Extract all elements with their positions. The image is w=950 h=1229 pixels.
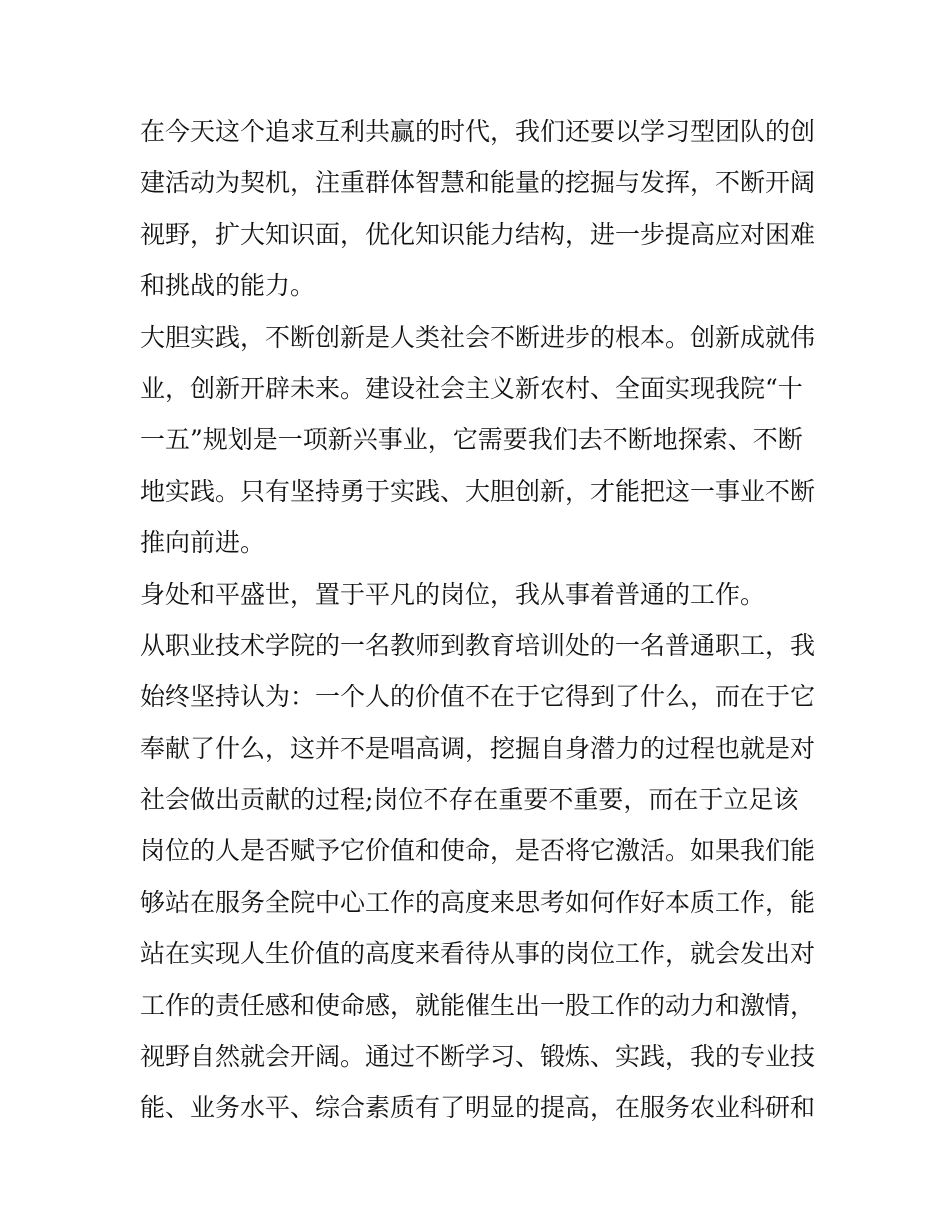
text-line: 建活动为契机，注重群体智慧和能量的挖掘与发挥，不断开阔 [140, 168, 816, 198]
text-line: 视野自然就会开阔。通过不断学习、锻炼、实践，我的专业技 [140, 1042, 816, 1072]
text-line: 地实践。只有坚持勇于实践、大胆创新，才能把这一事业不断 [140, 476, 816, 506]
text-line: 推向前进。 [140, 528, 266, 558]
text-line: 工作的责任感和使命感，就能催生出一股工作的动力和激情， [140, 990, 816, 1020]
text-line: 一五”规划是一项新兴事业，它需要我们去不断地探索、不断 [140, 425, 803, 455]
text-line: 始终坚持认为：一个人的价值不在于它得到了什么，而在于它 [140, 682, 816, 712]
text-line: 视野，扩大知识面，优化知识能力结构，进一步提高应对困难 [140, 219, 816, 249]
text-line: 岗位的人是否赋予它价值和使命，是否将它激活。如果我们能 [140, 836, 816, 866]
text-line: 在今天这个追求互利共赢的时代，我们还要以学习型团队的创 [140, 117, 816, 146]
paragraph-2 [140, 312, 820, 569]
text-line: 和挑战的能力。 [140, 271, 316, 301]
paragraph-3 [140, 569, 820, 620]
text-line: 够站在服务全院中心工作的高度来思考如何作好本质工作，能 [140, 887, 816, 917]
text-line: 身处和平盛世，置于平凡的岗位，我从事着普通的工作。 [140, 579, 766, 609]
text-line: 社会做出贡献的过程;岗位不存在重要不重要，而在于立足该 [140, 785, 799, 815]
paragraph-1 [140, 106, 820, 312]
text-line: 业，创新开辟未来。建设社会主义新农村、全面实现我院“十 [140, 373, 803, 403]
text-line: 大胆实践，不断创新是人类社会不断进步的根本。创新成就伟 [140, 322, 816, 352]
text-line: 站在实现人生价值的高度来看待从事的岗位工作，就会发出对 [140, 939, 816, 969]
text-line: 能、业务水平、综合素质有了明显的提高，在服务农业科研和 [140, 1093, 816, 1123]
document-body [140, 106, 820, 1134]
paragraph-4 [140, 620, 820, 1134]
text-line: 从职业技术学院的一名教师到教育培训处的一名普通职工，我 [140, 630, 816, 660]
text-line: 奉献了什么，这并不是唱高调，挖掘自身潜力的过程也就是对 [140, 733, 816, 763]
